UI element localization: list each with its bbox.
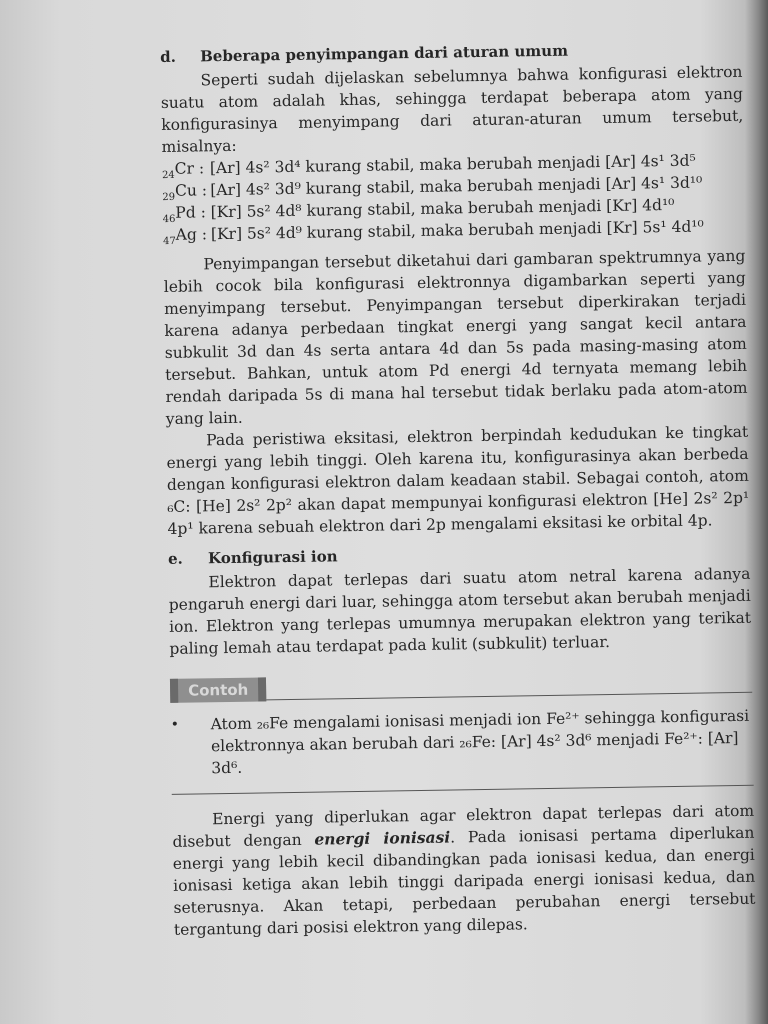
config-after: [Kr] 5s¹ 4d¹⁰ bbox=[606, 217, 704, 238]
config-after: [Ar] 4s¹ 3d⁵ bbox=[605, 151, 696, 172]
contoh-header bbox=[170, 669, 752, 704]
section-e-title: Konfigurasi ion bbox=[207, 547, 338, 568]
section-d-title: Beberapa penyimpangan dari aturan umum bbox=[200, 41, 569, 66]
element-symbol: Pd bbox=[175, 203, 196, 222]
config-middle: kurang stabil, maka berubah menjadi bbox=[306, 219, 602, 242]
key-term: energi ionisasi bbox=[314, 827, 451, 849]
config-row: $_{46}$Pd : [Kr] 5s² 4d⁸ kurang stabil, maka berubah menjadi [Kr] 4d¹⁰ bbox=[162, 195, 675, 226]
section-d-paragraph-3: Pada peristiwa eksitasi, elektron berpindah kedudukan ke tingkat energi yang lebih tinggi. Oleh karena itu, konfigurasinya akan berbeda dengan konfigurasi elektron dalam keadaan stabil. Sebagai contoh, atom ₆C: [He] 2s² 2p² akan dapat mempunyai konfigurasi elektron [He] 2s² 2p¹ 4p¹ karena sebuah elektron dari 2p mengalami eksitasi ke orbital 4p. bbox=[166, 422, 750, 538]
contoh-label: Contoh bbox=[170, 677, 267, 703]
config-after: [Ar] 4s¹ 3d¹⁰ bbox=[605, 173, 703, 194]
config-before: [Kr] 5s² 4d⁸ bbox=[210, 201, 302, 222]
section-e-paragraph: Elektron dapat terlepas dari suatu atom netral karena adanya pengaruh energi dari luar, sehingga atom tersebut akan berubah menjadi ion. Elektron yang terlepas umumnya merupakan elektron yang terikat paling lemah atau terdapat pada kulit (subkulit) terluar. bbox=[168, 564, 752, 658]
config-row: $_{29}$Cu : [Ar] 4s² 3d⁹ kurang stabil, maka berubah menjadi [Ar] 4s¹ 3d¹⁰ bbox=[162, 173, 703, 204]
closing-text-after: . Pada ionisasi pertama diperlukan energi yang lebih kecil dibandingkan pada ionisasi kedua, dan energi ionisasi ketiga akan lebih tinggi daripada energi ionisasi kedua, dan seterusnya. Akan tetapi, perbedaan perubahan energi tersebut tergantung dari posisi elektron yang dilepas. bbox=[172, 823, 756, 939]
section-d-letter: d. bbox=[160, 47, 177, 66]
atomic-number: 24 bbox=[161, 169, 175, 182]
config-middle: kurang stabil, maka berubah menjadi bbox=[305, 153, 601, 176]
contoh-rule bbox=[266, 691, 752, 700]
page-content bbox=[160, 37, 756, 941]
config-middle: kurang stabil, maka berubah menjadi bbox=[305, 175, 601, 198]
config-row: $_{47}$Ag : [Kr] 5s² 4d⁹ kurang stabil, maka berubah menjadi [Kr] 5s¹ 4d¹⁰ bbox=[162, 217, 704, 248]
element-symbol: Cu bbox=[174, 181, 197, 200]
config-middle: kurang stabil, maka berubah menjadi bbox=[306, 197, 602, 220]
contoh-example bbox=[170, 705, 753, 780]
config-after: [Kr] 4d¹⁰ bbox=[606, 195, 675, 216]
config-before: [Ar] 4s² 3d⁹ bbox=[210, 179, 301, 200]
config-list bbox=[162, 149, 745, 246]
element-symbol: Ag bbox=[175, 225, 197, 244]
config-before: [Kr] 5s² 4d⁹ bbox=[210, 223, 303, 244]
section-d-intro: Seperti sudah dijelaskan sebelumnya bahwa konfigurasi elektron suatu atom adalah khas, sehingga terdapat beberapa atom yang konfigurasinya menyimpang dari aturan-aturan umum tersebut, misalnya: bbox=[160, 62, 744, 156]
config-before: [Ar] 4s² 3d⁴ bbox=[209, 157, 301, 178]
atomic-number: 29 bbox=[162, 191, 176, 204]
section-d-paragraph-2: Penyimpangan tersebut diketahui dari gambaran spektrumnya yang lebih cocok bila konfigurasi elektronnya digambarkan seperti yang menyimpang tersebut. Penyimpangan tersebut diperkirakan terjadi karena adanya perbedaan tingkat energi yang sangat kecil antara subkulit 3d dan 4s serta antara 4d dan 5s pada masing-masing atom tersebut. Bahkan, untuk atom Pd energi 4d ternyata memang lebih rendah daripada 5s di mana hal tersebut tidak berlaku pada atom-atom yang lain. bbox=[163, 246, 748, 428]
closing-text-before: Energi yang diperlukan agar elektron dapat terlepas dari atom disebut dengan bbox=[172, 801, 755, 851]
element-symbol: Cr bbox=[174, 159, 195, 178]
bullet-icon: • bbox=[170, 716, 180, 733]
atomic-number: 47 bbox=[162, 235, 176, 248]
section-e-letter: e. bbox=[167, 549, 183, 568]
config-row: $_{24}$Cr : [Ar] 4s² 3d⁴ kurang stabil, maka berubah menjadi [Ar] 4s¹ 3d⁵ bbox=[161, 151, 696, 182]
closing-paragraph bbox=[172, 800, 756, 941]
contoh-separator bbox=[172, 785, 754, 795]
atomic-number: 46 bbox=[162, 213, 176, 226]
contoh-text: Atom ₂₆Fe mengalami ionisasi menjadi ion Fe²⁺ sehingga konfigurasi elektronnya akan berubah dari ₂₆Fe: [Ar] 4s² 3d⁶ menjadi Fe²⁺: [Ar] 3d⁶. bbox=[210, 706, 750, 778]
